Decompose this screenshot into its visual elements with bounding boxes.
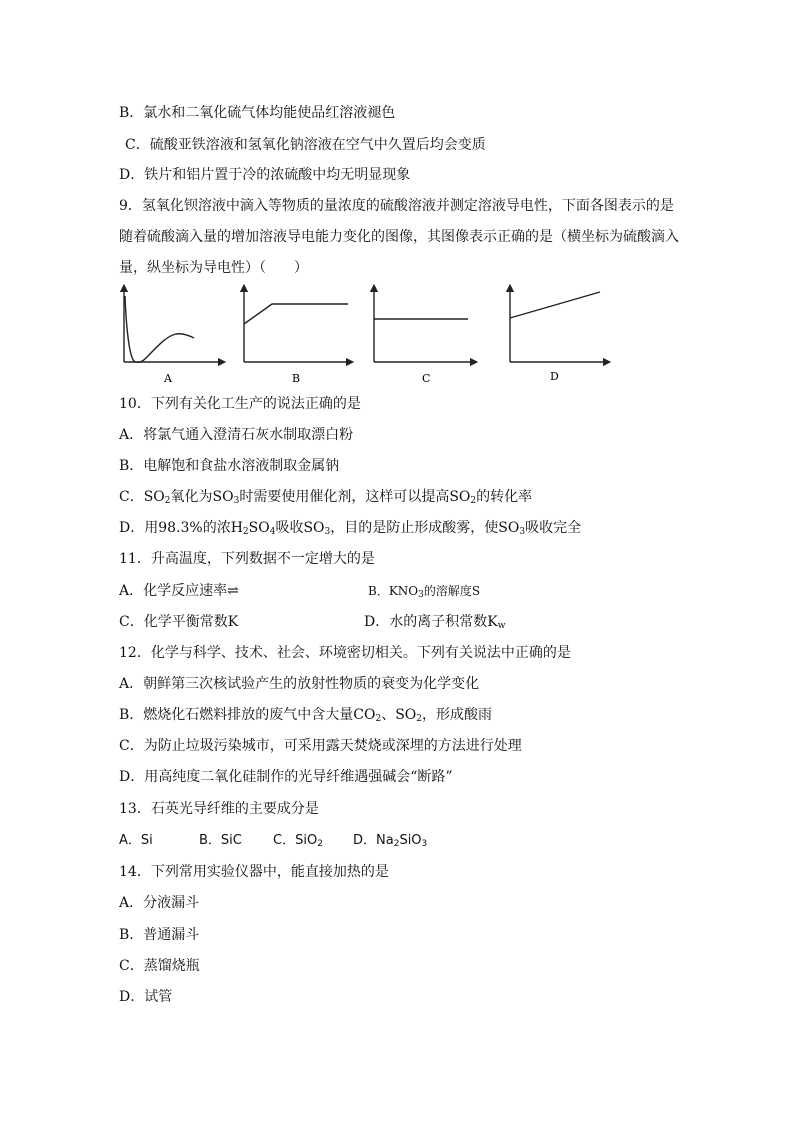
graph-a-curve [125,296,194,362]
q9-stem-line2: 随着硫酸滴入量的增加溶液导电能力变化的图像，其图像表示正确的是（横坐标为硫酸滴入 [119,229,679,245]
q14-option-b: B．普通漏斗 [119,927,200,943]
q10-stem: 10．下列有关化工生产的说法正确的是 [119,396,361,412]
q13-option-c: C．SiO$_2$ [273,833,323,849]
q11-option-a: A．化学反应速率⇌ [119,583,239,599]
q13-option-b: B．SiC [199,833,242,848]
q12-stem: 12．化学与科学、技术、社会、环境密切相关。下列有关说法中正确的是 [119,645,571,661]
graph-d-curve [510,292,600,318]
graph-c-label: C [422,372,431,385]
q12-option-b: B．燃烧化石燃料排放的废气中含大量$CO_2$、$SO_2$，形成酸雨 [119,707,493,724]
graph-b-label: B [292,372,301,385]
q9-stem-line1: 9．氢氧化钡溶液中滴入等物质的量浓度的硫酸溶液并测定溶液导电性，下面各图表示的是 [119,198,674,214]
q10-option-c: C．$SO_2$氧化为$SO_3$时需要使用催化剂，这样可以提高$SO_2$的转化率 [119,489,533,506]
q13-option-d: D．$Na_2SiO_3$ [353,833,428,849]
q12-option-d: D．用高纯度二氧化硅制作的光导纤维遇强碱会“断路” [119,769,453,785]
q10-option-d: D．用98.3%的浓$H_2SO_4$吸收$SO_3$，目的是防止形成酸雾，使$SO_3$吸收完全 [119,520,582,537]
q9-stem-line3: 量，纵坐标为导电性）（ ） [119,260,308,276]
graph-d-label: D [550,370,559,383]
q11-option-c: C．化学平衡常数K [119,614,239,630]
option-c-text: C．硫酸亚铁溶液和氢氧化钠溶液在空气中久置后均会变质 [125,137,486,153]
reaction-rate-symbol: ⇌ [227,583,239,599]
q10-option-a: A．将氯气通入澄清石灰水制取漂白粉 [119,427,354,443]
graph-d [510,288,607,383]
q11-option-b: B．$KNO_3$的溶解度S [368,584,481,600]
q11-stem: 11．升高温度，下列数据不一定增大的是 [119,551,375,567]
graph-a-label: A [164,372,172,385]
q14-option-c: C．蒸馏烧瓶 [119,958,200,974]
q14-option-d: D．试管 [119,989,173,1005]
q12-option-c: C．为防止垃圾污染城市，可采用露天焚烧或深埋的方法进行处理 [119,738,522,754]
option-d-text: D．铁片和铝片置于冷的浓硫酸中均无明显现象 [119,167,411,183]
q14-option-a: A．分液漏斗 [119,895,200,911]
graph-b-curve [244,304,348,324]
q10-option-b: B．电解饱和食盐水溶液制取金属钠 [119,458,340,474]
graph-b [244,288,350,385]
q13-option-a: A．Si [119,833,153,848]
option-b-text: B．氯水和二氧化硫气体均能使品红溶液褪色 [119,105,396,121]
q14-stem: 14．下列常用实验仪器中，能直接加热的是 [119,864,389,880]
q9-graphs [112,284,612,392]
graph-c [374,288,474,385]
q13-stem: 13．石英光导纤维的主要成分是 [119,801,319,817]
graph-a [124,288,222,385]
q11-option-d: D．水的离子积常数$K_w$ [364,614,506,631]
q12-option-a: A．朝鲜第三次核试验产生的放射性物质的衰变为化学变化 [119,676,480,692]
